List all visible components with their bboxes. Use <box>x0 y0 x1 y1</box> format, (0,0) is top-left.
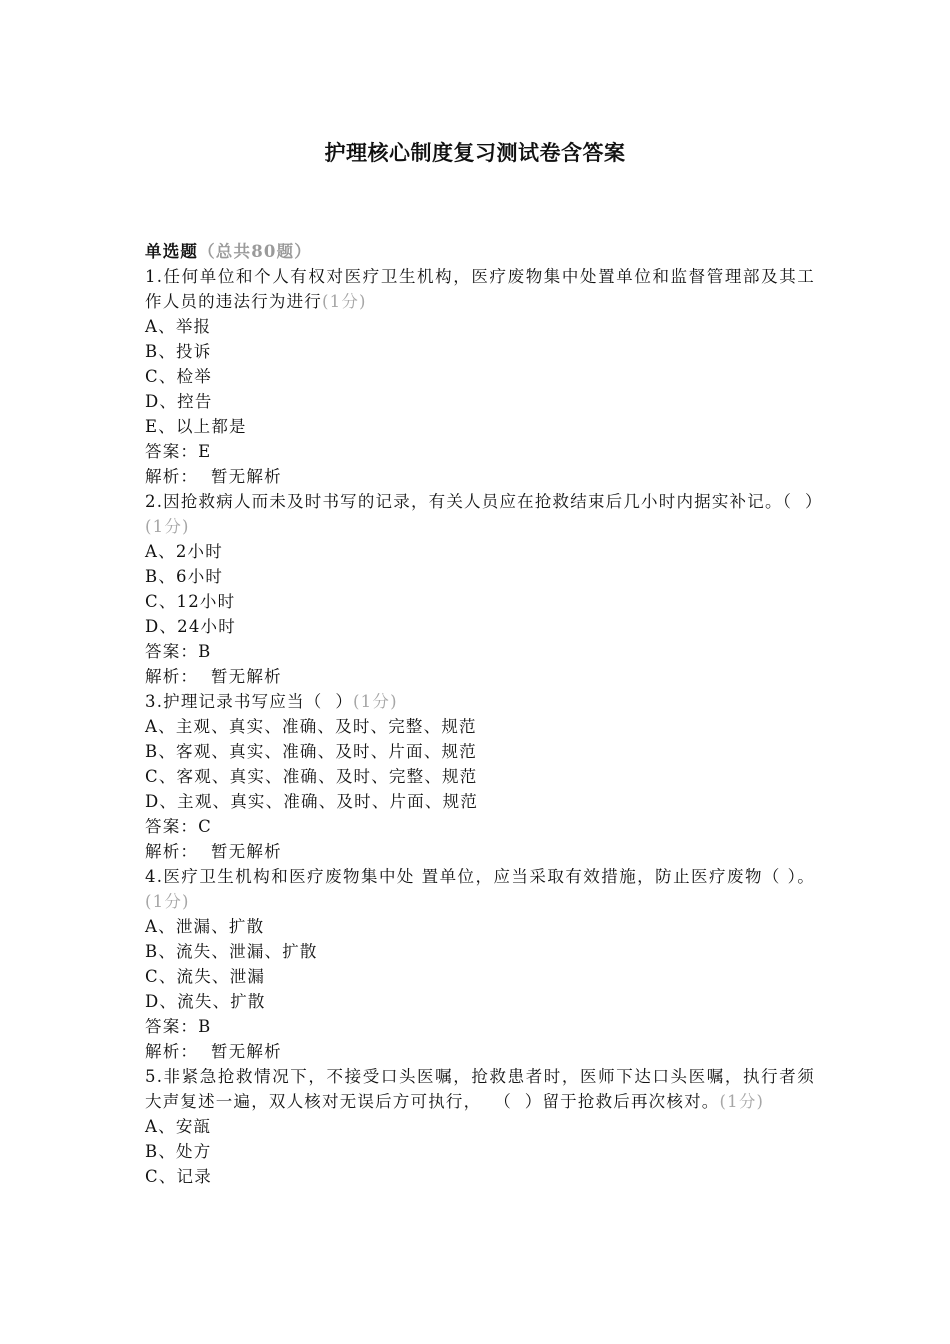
option-c: C、流失、泄漏 <box>145 967 266 986</box>
question-list <box>145 239 823 1189</box>
question-text: 4.医疗卫生机构和医疗废物集中处 置单位，应当采取有效措施，防止医疗废物（ ）。 <box>145 867 815 886</box>
analysis-line: 解析： 暂无解析 <box>145 1042 282 1061</box>
option-a: A、举报 <box>145 317 212 336</box>
option-e: E、以上都是 <box>145 417 247 436</box>
question-text: 5.非紧急抢救情况下，不接受口头医嘱，抢救患者时，医师下达口头医嘱，执行者须大声复述一遍，双人核对无误后方可执行， （ ）留于抢救后再次核对。 <box>145 1067 815 1111</box>
option-b: B、投诉 <box>145 342 212 361</box>
question-stem <box>145 1064 815 1114</box>
analysis-line: 解析： 暂无解析 <box>145 467 282 486</box>
question-1 <box>145 264 815 489</box>
question-text: 3.护理记录书写应当（ ） <box>145 692 354 711</box>
question-2 <box>145 489 823 689</box>
answer-line: 答案：C <box>145 817 212 836</box>
option-b: B、客观、真实、准确、及时、片面、规范 <box>145 742 477 761</box>
question-text: 1.任何单位和个人有权对医疗卫生机构，医疗废物集中处置单位和监督管理部及其工作人员的违法行为进行 <box>145 267 815 311</box>
option-b: B、6小时 <box>145 567 224 586</box>
option-c: C、12小时 <box>145 592 236 611</box>
question-score: (1分) <box>145 892 190 911</box>
question-5 <box>145 1064 815 1189</box>
option-b: B、流失、泄漏、扩散 <box>145 942 318 961</box>
section-label: 单选题 <box>145 242 199 261</box>
question-stem <box>145 264 815 314</box>
question-3 <box>145 689 815 864</box>
question-stem <box>145 689 815 714</box>
answer-line: 答案：E <box>145 442 212 461</box>
section-heading <box>145 239 815 264</box>
answer-line: 答案：B <box>145 642 212 661</box>
option-c: C、客观、真实、准确、及时、完整、规范 <box>145 767 478 786</box>
option-c: C、记录 <box>145 1167 212 1186</box>
answer-line: 答案：B <box>145 1017 212 1036</box>
question-text: 2.因抢救病人而未及时书写的记录，有关人员应在抢救结束后几小时内据实补记。（ ） <box>145 492 823 511</box>
analysis-line: 解析： 暂无解析 <box>145 842 282 861</box>
question-stem <box>145 489 823 539</box>
question-score: (1分) <box>145 517 190 536</box>
document-title: 护理核心制度复习测试卷含答案 <box>324 141 626 165</box>
option-d: D、主观、真实、准确、及时、片面、规范 <box>145 792 479 811</box>
section-count: （总共80题） <box>198 242 312 261</box>
option-b: B、处方 <box>145 1142 212 1161</box>
analysis-line: 解析： 暂无解析 <box>145 667 282 686</box>
question-score: (1分) <box>322 292 367 311</box>
option-a: A、2小时 <box>145 542 223 561</box>
option-d: D、控告 <box>145 392 213 411</box>
option-d: D、24小时 <box>145 617 236 636</box>
question-4 <box>145 864 815 1064</box>
question-score: (1分) <box>719 1092 765 1111</box>
option-a: A、安瓿 <box>145 1117 212 1136</box>
option-a: A、主观、真实、准确、及时、完整、规范 <box>145 717 477 736</box>
option-c: C、检举 <box>145 367 212 386</box>
option-d: D、流失、扩散 <box>145 992 266 1011</box>
question-score: (1分) <box>353 692 398 711</box>
option-a: A、泄漏、扩散 <box>145 917 265 936</box>
question-stem <box>145 864 815 914</box>
